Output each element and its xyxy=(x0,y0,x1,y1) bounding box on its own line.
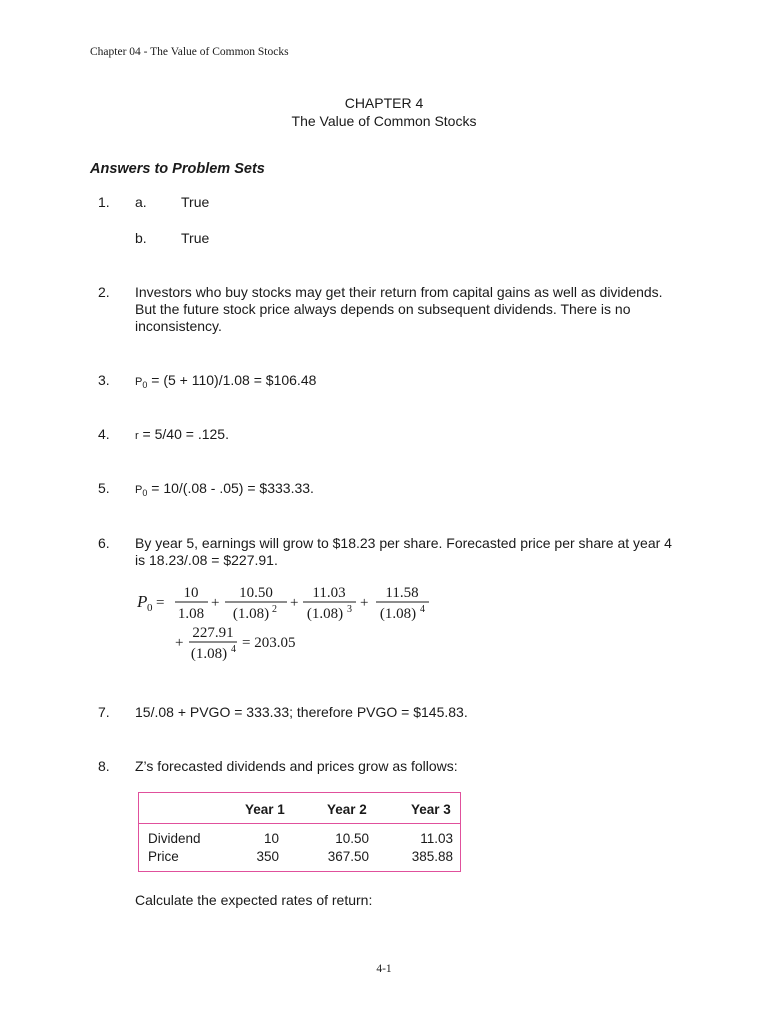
formula-lhs-subscript: 0 xyxy=(147,602,153,614)
formula-result: = 203.05 xyxy=(242,635,296,651)
term-exponent: 3 xyxy=(347,604,352,615)
table-cell: 350 xyxy=(256,849,279,864)
subpart-answer: True xyxy=(181,230,210,246)
valuation-formula xyxy=(135,580,435,672)
problem-answer xyxy=(135,480,675,502)
problem-answer: 15/.08 + PVGO = 333.33; therefore PVGO = $145.83. xyxy=(135,704,468,720)
column-header: Year 1 xyxy=(245,802,285,817)
section-heading: Answers to Problem Sets xyxy=(90,161,265,177)
variable-subscript: 0 xyxy=(142,488,148,498)
term-exponent: 2 xyxy=(272,604,277,615)
problem-answer xyxy=(135,426,675,445)
equation-text: = (5 + 110)/1.08 = $106.48 xyxy=(147,372,317,388)
page-number: 4-1 xyxy=(376,963,392,975)
column-header: Year 2 xyxy=(327,802,367,817)
column-header: Year 3 xyxy=(411,802,451,817)
table-cell: 10 xyxy=(263,831,279,846)
term-denominator: (1.08) xyxy=(379,606,417,622)
table-cell: 367.50 xyxy=(327,849,369,864)
table-cell: 385.88 xyxy=(411,849,453,864)
plus-sign: + xyxy=(290,595,299,611)
followup-text: Calculate the expected rates of return: xyxy=(135,892,373,908)
problem-answer: Investors who buy stocks may get their return from capital gains as well as dividends. But the future stock price always depends on subsequent dividends. There is no inconsistency. xyxy=(135,284,663,334)
term-numerator: 10 xyxy=(183,585,199,601)
subpart-answer: True xyxy=(181,194,210,210)
problem-number: 8. xyxy=(98,758,110,774)
variable-symbol: P xyxy=(135,376,143,388)
variable-symbol: P xyxy=(135,484,143,496)
term-exponent: 4 xyxy=(231,644,236,655)
dividend-price-table xyxy=(138,792,461,872)
table-divider xyxy=(139,823,460,824)
problem-answer: Z’s forecasted dividends and prices grow as follows: xyxy=(135,758,458,774)
term-numerator: 10.50 xyxy=(239,585,273,601)
term-denominator: (1.08) xyxy=(306,606,344,622)
problem-number: 6. xyxy=(98,535,110,551)
running-header: Chapter 04 - The Value of Common Stocks xyxy=(90,46,289,58)
variable-symbol: r xyxy=(135,430,139,442)
problem-number: 1. xyxy=(98,194,110,210)
problem-number: 7. xyxy=(98,704,110,720)
formula-lhs: P xyxy=(137,592,148,611)
plus-sign: + xyxy=(360,595,369,611)
term-numerator: 11.03 xyxy=(312,585,346,601)
problem-number: 2. xyxy=(98,284,110,300)
equation-text: = 10/(.08 - .05) = $333.33. xyxy=(147,480,314,496)
equation-text: = 5/40 = .125. xyxy=(138,426,229,442)
problem-answer: By year 5, earnings will grow to $18.23 per share. Forecasted price per share at year 4 is 18.23/.08 = $227.91. xyxy=(135,535,672,568)
chapter-name: The Value of Common Stocks xyxy=(291,113,477,129)
chapter-number: CHAPTER 4 xyxy=(344,95,424,111)
problem-answer xyxy=(135,372,675,394)
plus-sign: + xyxy=(211,595,220,611)
row-label: Price xyxy=(148,849,179,864)
problem-number: 3. xyxy=(98,372,110,388)
chapter-title xyxy=(0,94,768,130)
variable-subscript: 0 xyxy=(142,380,148,390)
term-numerator: 227.91 xyxy=(192,625,234,641)
subpart-letter: a. xyxy=(135,194,147,210)
term-numerator: 11.58 xyxy=(385,585,419,601)
row-label: Dividend xyxy=(148,831,201,846)
problem-number: 4. xyxy=(98,426,110,442)
equals-sign: = xyxy=(156,595,165,611)
term-denominator: 1.08 xyxy=(177,606,205,622)
problem-number: 5. xyxy=(98,480,110,496)
subpart-letter: b. xyxy=(135,230,147,246)
table-cell: 11.03 xyxy=(420,831,453,846)
term-denominator: (1.08) xyxy=(232,606,270,622)
plus-sign: + xyxy=(175,635,184,651)
term-exponent: 4 xyxy=(420,604,425,615)
table-cell: 10.50 xyxy=(335,831,369,846)
term-denominator: (1.08) xyxy=(190,646,228,662)
